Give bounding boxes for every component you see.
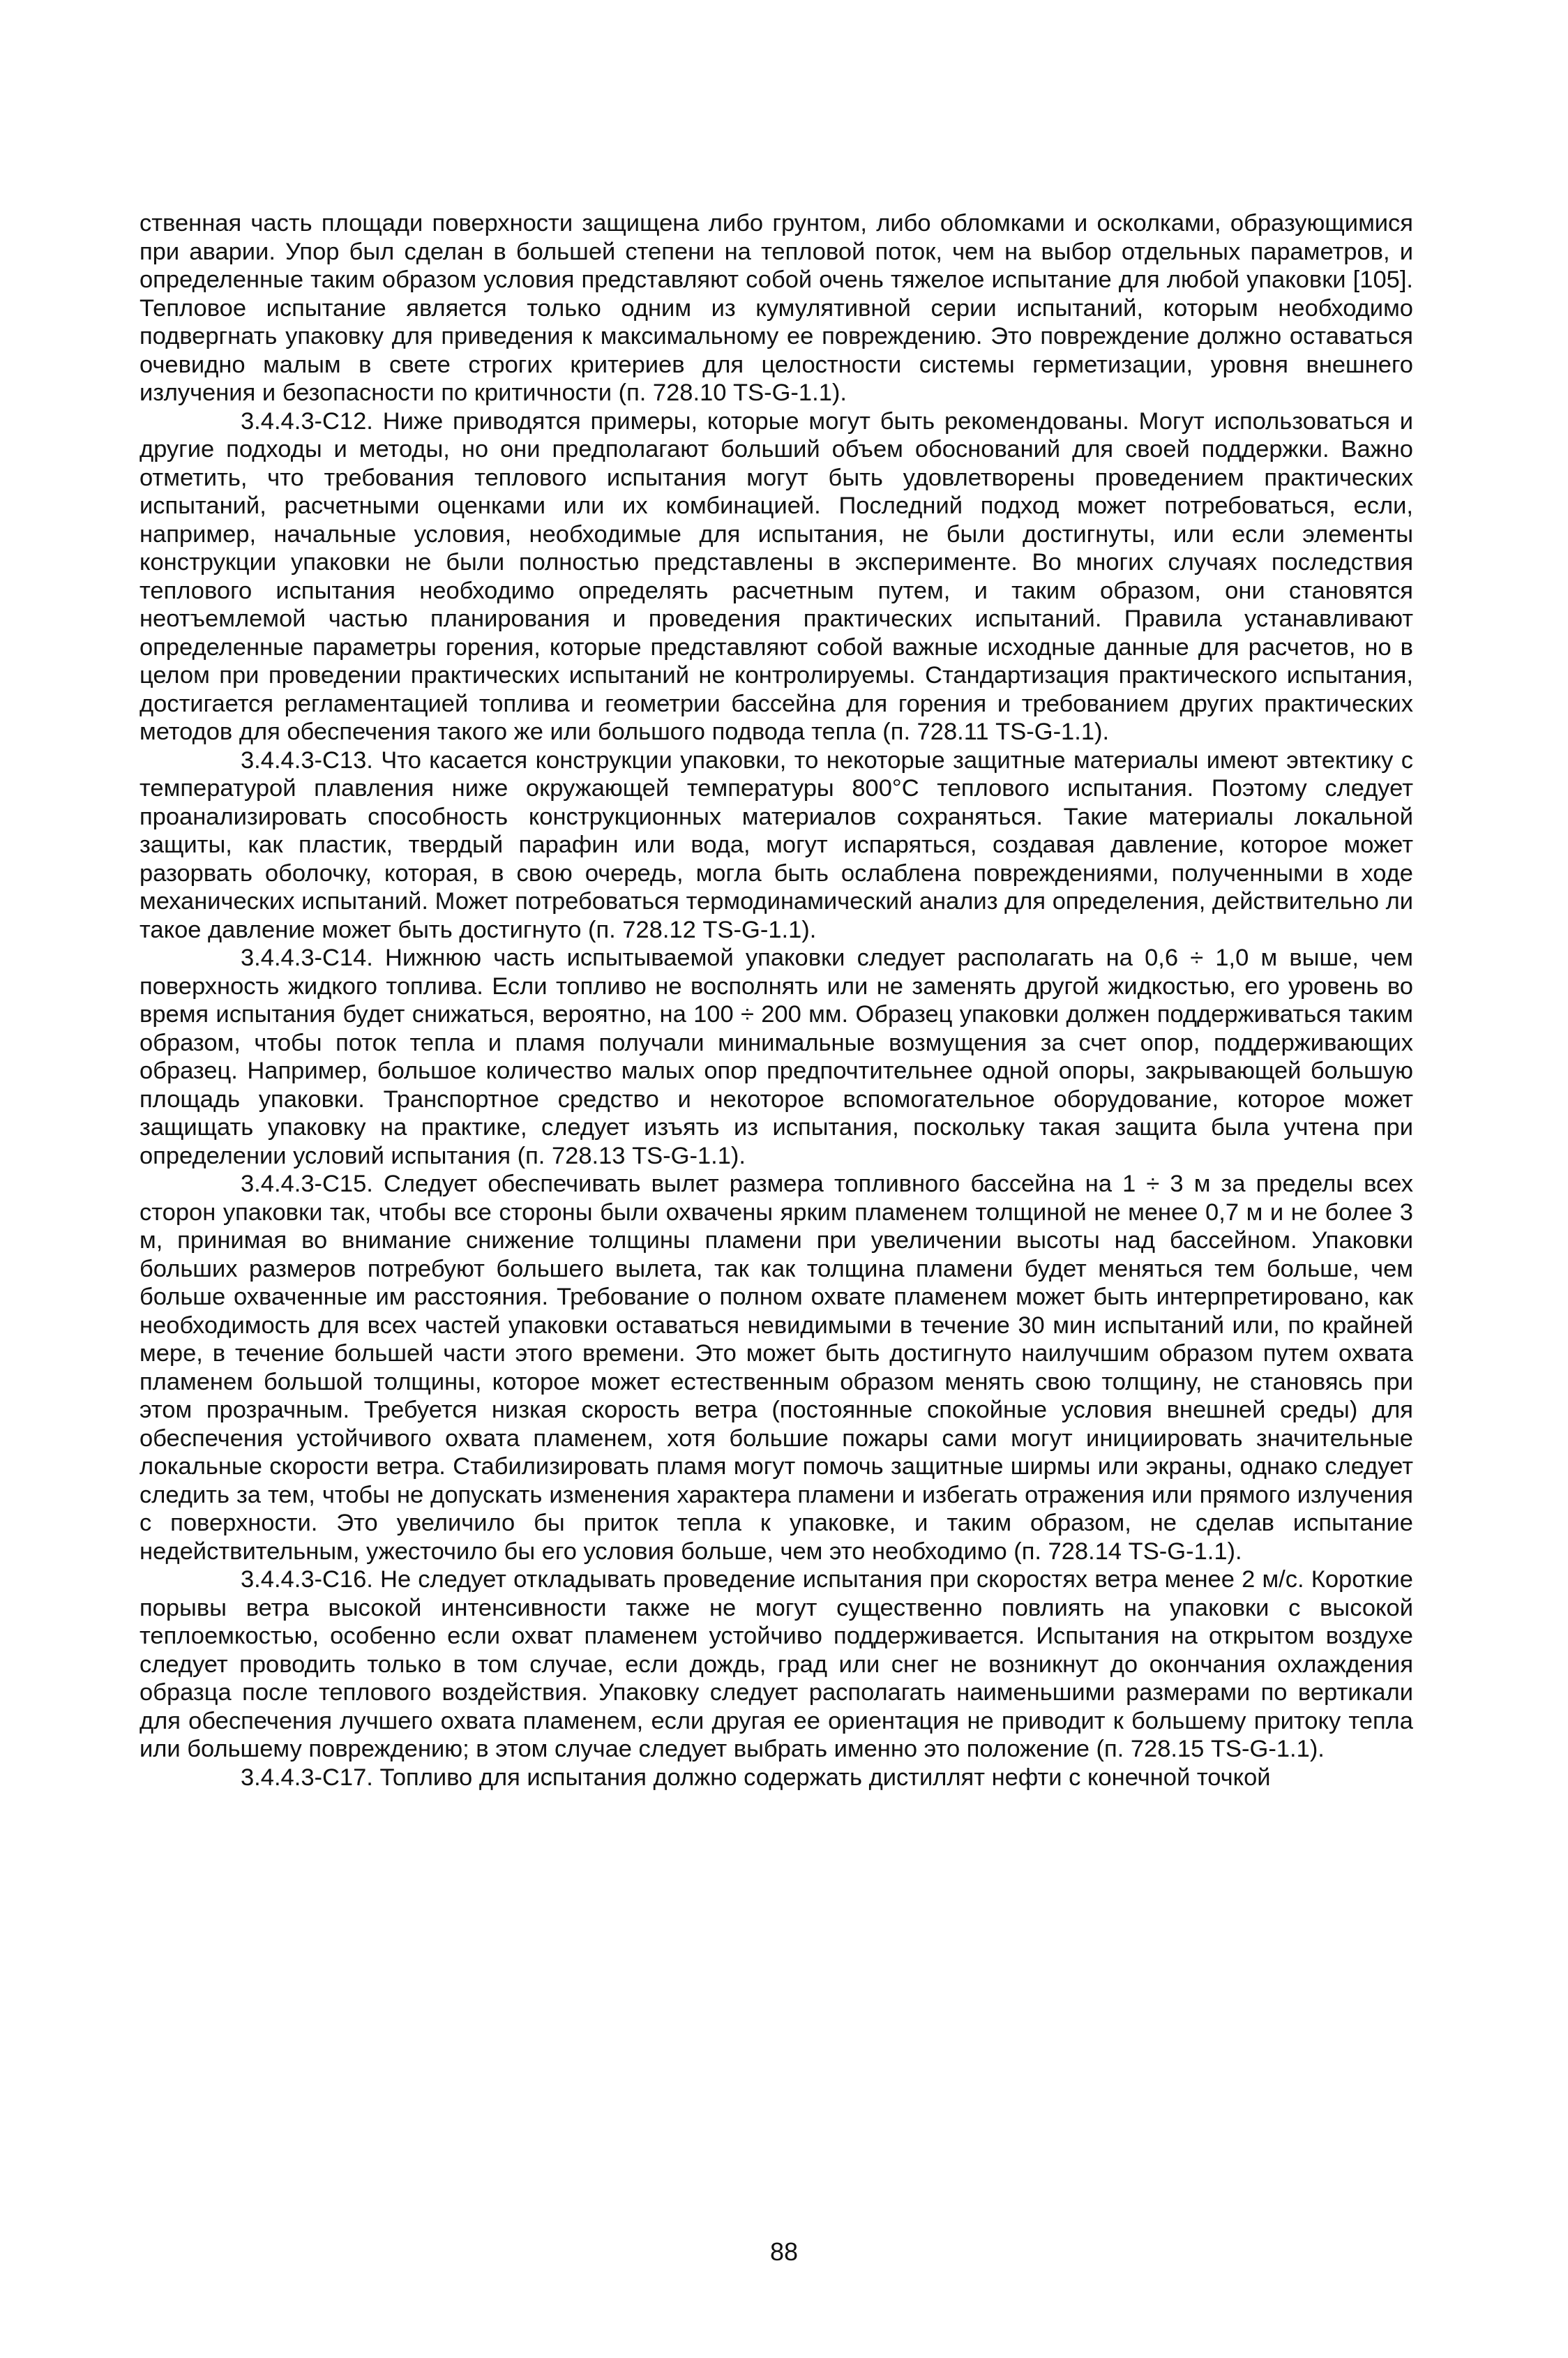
paragraph-c14: 3.4.4.3-С14. Нижнюю часть испытываемой упаковки следует располагать на 0,6 ÷ 1,0 м выше, чем поверхность жидкого топлива. Если топливо не восполнять или не заменять другой жидкостью, его уровень во время испытания будет снижаться, вероятно, на 100 ÷ 200 мм. Образец упаковки должен поддерживаться таким образом, чтобы поток тепла и пламя получали минимальные возмущения за счет опор, поддерживающих образец. Например, большое количество малых опор предпочтительнее одной опоры, закрывающей большую площадь упаковки. Транспортное средство и некоторое вспомогательное оборудование, которое может защищать упаковку на практике, следует изъять из испытания, поскольку такая защита была учтена при определении условий испытания (п. 728.13 TS-G-1.1). — [140, 945, 1413, 1169]
page-body-text — [140, 209, 1413, 1792]
page-number: 88 — [769, 2237, 799, 2266]
paragraph-continuation: ственная часть площади поверхности защищена либо грунтом, либо обломками и осколками, образующимися при аварии. Упор был сделан в большей степени на тепловой поток, чем на выбор отдельных параметров, и определенные таким образом условия представляют собой очень тяжелое испытание для любой упаковки [105]. Тепловое испытание является только одним из кумулятивной серии испытаний, которым необходимо подвергнать упаковку для приведения к максимальному ее повреждению. Это повреждение должно оставаться очевидно малым в свете строгих критериев для целостности системы герметизации, уровня внешнего излучения и безопасности по критичности (п. 728.10 TS-G-1.1). — [140, 210, 1413, 406]
paragraph-c12: 3.4.4.3-С12. Ниже приводятся примеры, которые могут быть рекомендованы. Могут использоваться и другие подходы и методы, но они предполагают больший объем обоснований для своей поддержки. Важно отметить, что требования теплового испытания могут быть удовлетворены проведением практических испытаний, расчетными оценками или их комбинацией. Последний подход может потребоваться, если, например, начальные условия, необходимые для испытания, не были достигнуты, или если элементы конструкции упаковки не были полностью представлены в эксперименте. Во многих случаях последствия теплового испытания необходимо определять расчетным путем, и таким образом, они становятся неотъемлемой частью планирования и проведения практических испытаний. Правила устанавливают определенные параметры горения, которые представляют собой важные исходные данные для расчетов, но в целом при проведении практических испытаний не контролируемы. Стандартизация практического испытания, достигается регламентацией топлива и геометрии бассейна для горения и требованием других практических методов для обеспечения такого же или большого подвода тепла (п. 728.11 TS-G-1.1). — [140, 407, 1413, 745]
paragraph-c13: 3.4.4.3-С13. Что касается конструкции упаковки, то некоторые защитные материалы имеют эвтектику с температурой плавления ниже окружающей температуры 800°С теплового испытания. Поэтому следует проанализировать способность конструкционных материалов сохраняться. Такие материалы локальной защиты, как пластик, твердый парафин или вода, могут испаряться, создавая давление, которое может разорвать оболочку, которая, в свою очередь, могла быть ослаблена повреждениями, полученными в ходе механических испытаний. Может потребоваться термодинамический анализ для определения, действительно ли такое давление может быть достигнуто (п. 728.12 TS-G-1.1). — [140, 746, 1413, 943]
paragraph-c17: 3.4.4.3-С17. Топливо для испытания должно содержать дистиллят нефти с конечной точкой — [241, 1764, 1271, 1791]
paragraph-c16: 3.4.4.3-С16. Не следует откладывать проведение испытания при скоростях ветра менее 2 м/с. Короткие порывы ветра высокой интенсивности также не могут существенно повлиять на упаковки с высокой теплоемкостью, особенно если охват пламенем устойчиво поддерживается. Испытания на открытом воздухе следует проводить только в том случае, если дождь, град или снег не возникнут до окончания охлаждения образца после теплового воздействия. Упаковку следует располагать наименьшими размерами по вертикали для обеспечения лучшего охвата пламенем, если другая ее ориентация не приводит к большему притоку тепла или большему повреждению; в этом случае следует выбрать именно это положение (п. 728.15 TS-G-1.1). — [140, 1566, 1413, 1762]
paragraph-c15: 3.4.4.3-С15. Следует обеспечивать вылет размера топливного бассейна на 1 ÷ 3 м за пределы всех сторон упаковки так, чтобы все стороны были охвачены ярким пламенем толщиной не менее 0,7 м и не более 3 м, принимая во внимание снижение толщины пламени при увеличении высоты над бассейном. Упаковки больших размеров потребуют большего вылета, так как толщина пламени будет меняться тем больше, чем больше охваченные им расстояния. Требование о полном охвате пламенем может быть интерпретировано, как необходимость для всех частей упаковки оставаться невидимыми в течение 30 мин испытаний или, по крайней мере, в течение большей части этого времени. Это может быть достигнуто наилучшим образом путем охвата пламенем большой толщины, которое может естественным образом менять свою толщину, не становясь при этом прозрачным. Требуется низкая скорость ветра (постоянные спокойные условия внешней среды) для обеспечения устойчивого охвата пламенем, хотя большие пожары сами могут инициировать значительные локальные скорости ветра. Стабилизировать пламя могут помочь защитные ширмы или экраны, однако следует следить за тем, чтобы не допускать изменения характера пламени и избегать отражения или прямого излучения с поверхности. Это увеличило бы приток тепла к упаковке, и таким образом, не сделав испытание недействительным, ужесточило бы его условия больше, чем это необходимо (п. 728.14 TS-G-1.1). — [140, 1171, 1413, 1565]
